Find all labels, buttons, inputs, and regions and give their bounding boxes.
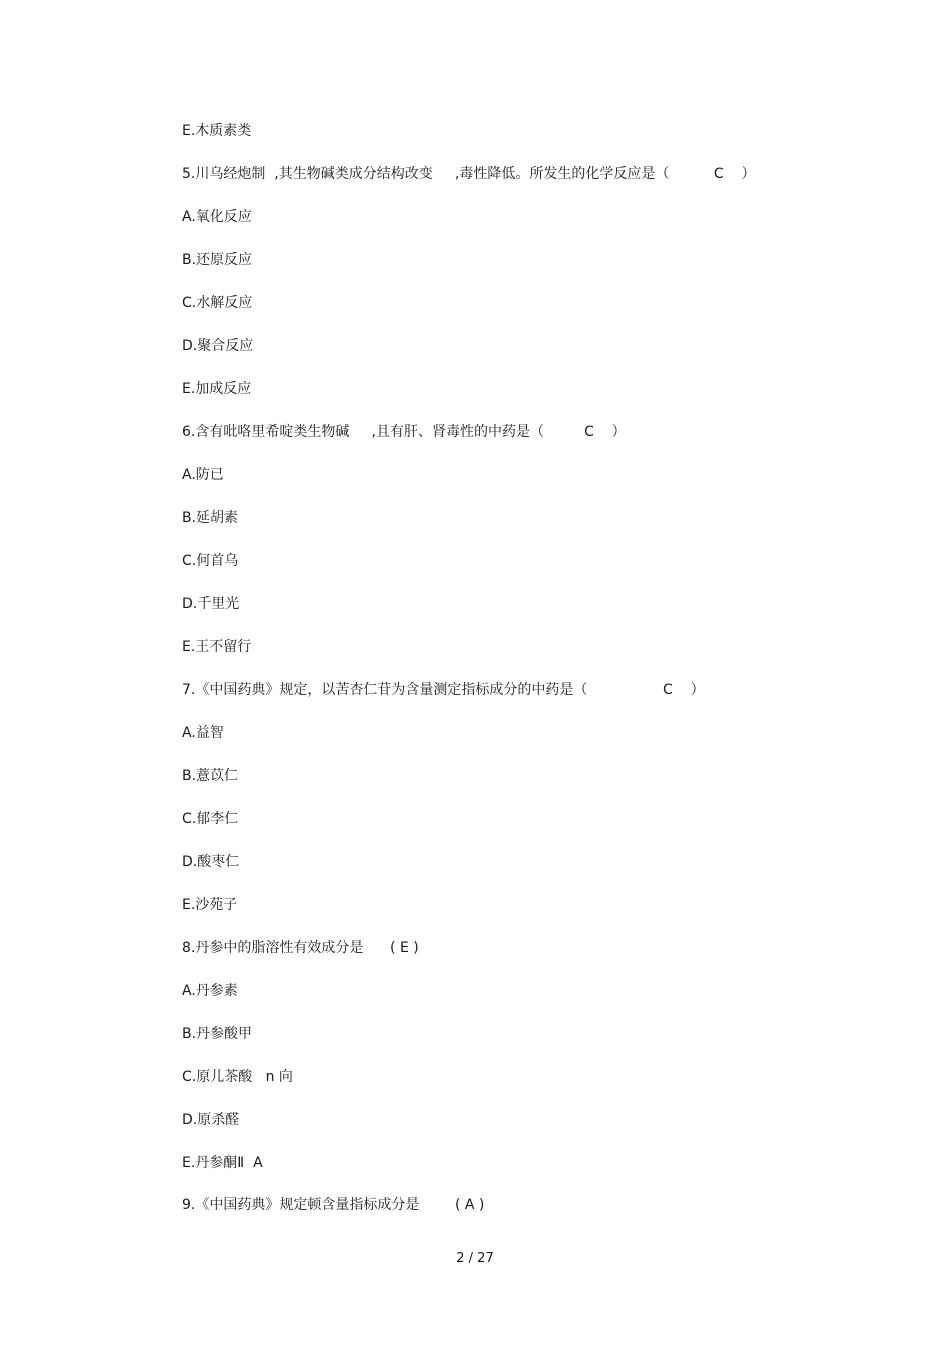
- question-line: 5.川乌经炮制 ,其生物碱类成分结构改变 ,毒性降低。所发生的化学反应是（ C ）: [182, 166, 756, 182]
- option-line: A.氧化反应: [182, 209, 252, 225]
- option-line: E.丹参酮Ⅱ A: [182, 1155, 263, 1171]
- option-line: B.延胡素: [182, 510, 239, 526]
- option-line: C.水解反应: [182, 295, 253, 311]
- option-line: C.何首乌: [182, 553, 239, 569]
- option-line: D.千里光: [182, 596, 240, 612]
- option-line: D.原杀醛: [182, 1112, 240, 1128]
- option-line: B.还原反应: [182, 252, 253, 268]
- question-line: 7.《中国药典》规定，以苦杏仁苷为含量测定指标成分的中药是（ C ）: [182, 682, 705, 698]
- option-line: E.王不留行: [182, 639, 252, 655]
- page-number: 2 / 27: [456, 1251, 494, 1266]
- option-line: B.薏苡仁: [182, 768, 239, 784]
- option-line: B.丹参酸甲: [182, 1026, 253, 1042]
- option-line: A.防已: [182, 467, 224, 483]
- option-line: E.加成反应: [182, 381, 252, 397]
- question-line: 6.含有吡咯里希啶类生物碱 ,且有肝、肾毒性的中药是（ C ）: [182, 424, 626, 440]
- question-line: 8.丹参中的脂溶性有效成分是 ( E ): [182, 940, 419, 956]
- option-line: E.沙苑子: [182, 897, 238, 913]
- question-line: 9.《中国药典》规定顿含量指标成分是 ( A ): [182, 1197, 485, 1213]
- option-line: D.酸枣仁: [182, 854, 240, 870]
- option-line: E.木质素类: [182, 123, 252, 139]
- option-line: D.聚合反应: [182, 338, 254, 354]
- option-line: C.原儿茶酸 n 向: [182, 1069, 293, 1085]
- option-line: A.益智: [182, 725, 224, 741]
- option-line: A.丹参素: [182, 983, 238, 999]
- option-line: C.郁李仁: [182, 811, 239, 827]
